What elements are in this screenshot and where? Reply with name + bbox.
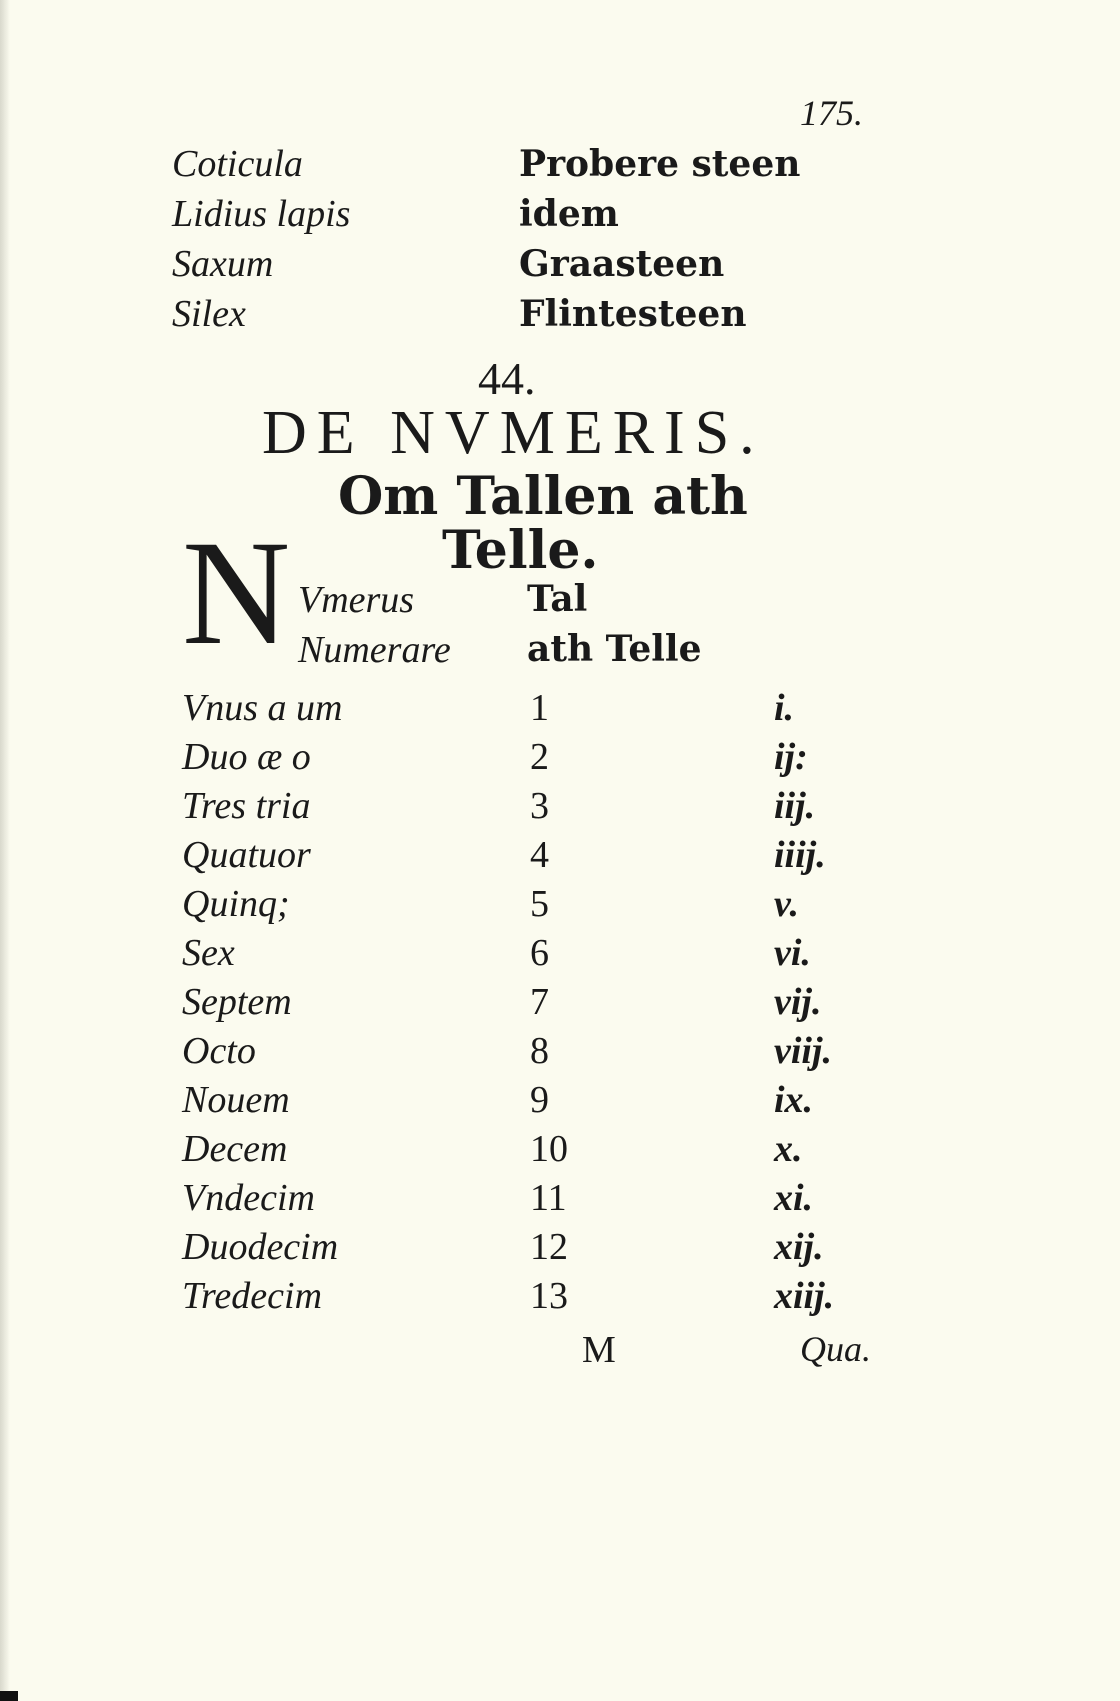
roman-numeral: v.	[774, 883, 799, 925]
roman-numeral: vi.	[774, 932, 811, 974]
roman-numeral: x.	[774, 1128, 803, 1170]
arabic-numeral: 4	[530, 834, 549, 876]
roman-numeral: xi.	[774, 1177, 814, 1219]
latin-number-word: Tredecim	[182, 1275, 323, 1317]
latin-number-word: Quinq;	[182, 883, 290, 925]
latin-term: Coticula	[172, 143, 303, 185]
number-row	[182, 1225, 902, 1273]
latin-number-word: Nouem	[182, 1079, 290, 1121]
arabic-numeral: 9	[530, 1079, 549, 1121]
latin-number-word: Duodecim	[182, 1226, 339, 1268]
arabic-numeral: 10	[530, 1128, 568, 1170]
arabic-numeral: 12	[530, 1226, 568, 1268]
latin-number-word: Duo æ o	[182, 736, 311, 778]
roman-numeral: iij.	[774, 785, 816, 827]
danish-term: Flintesteen	[519, 293, 747, 335]
latin-number-word: Decem	[182, 1128, 288, 1170]
section-number: 44.	[478, 353, 536, 404]
latin-term: Numerare	[298, 629, 451, 671]
roman-numeral: xij.	[774, 1226, 824, 1268]
arabic-numeral: 5	[530, 883, 549, 925]
latin-term: Silex	[172, 293, 246, 335]
number-row	[182, 980, 902, 1028]
arabic-numeral: 6	[530, 932, 549, 974]
number-row	[182, 686, 902, 734]
latin-number-word: Octo	[182, 1030, 256, 1072]
number-row	[182, 833, 902, 881]
danish-term: Graasteen	[519, 243, 725, 285]
signature-mark: M	[582, 1329, 616, 1371]
arabic-numeral: 13	[530, 1275, 568, 1317]
latin-number-word: Tres tria	[182, 785, 311, 827]
latin-number-word: Quatuor	[182, 834, 311, 876]
arabic-numeral: 1	[530, 687, 549, 729]
number-row	[182, 784, 902, 832]
latin-number-word: Vndecim	[182, 1177, 315, 1219]
roman-numeral: iiij.	[774, 834, 826, 876]
roman-numeral: xiij.	[774, 1275, 835, 1317]
number-row	[182, 931, 902, 979]
drop-cap: N	[182, 510, 291, 676]
scan-corner-mark	[0, 1691, 18, 1701]
roman-numeral: ij:	[774, 736, 808, 778]
arabic-numeral: 2	[530, 736, 549, 778]
catchword: Qua.	[800, 1329, 871, 1369]
arabic-numeral: 3	[530, 785, 549, 827]
number-row	[182, 1029, 902, 1077]
number-row	[182, 735, 902, 783]
arabic-numeral: 11	[530, 1177, 567, 1219]
number-row	[182, 1078, 902, 1126]
section-title: DE NVMERIS.	[262, 399, 765, 467]
page-number: 175.	[800, 93, 863, 133]
latin-term: Vmerus	[298, 579, 415, 621]
section-subtitle-line1: Om Tallen ath	[338, 466, 748, 527]
page-edge-shadow	[0, 0, 10, 1701]
danish-term: Probere steen	[519, 143, 801, 185]
number-row	[182, 1274, 902, 1322]
number-row	[182, 1127, 902, 1175]
roman-numeral: ix.	[774, 1079, 814, 1121]
danish-term: ath Telle	[527, 628, 702, 670]
latin-number-word: Septem	[182, 981, 292, 1023]
arabic-numeral: 7	[530, 981, 549, 1023]
latin-number-word: Sex	[182, 932, 235, 974]
number-row	[182, 1176, 902, 1224]
danish-term: Tal	[527, 578, 588, 620]
roman-numeral: vij.	[774, 981, 822, 1023]
section-subtitle-line2: Telle.	[442, 520, 599, 581]
arabic-numeral: 8	[530, 1030, 549, 1072]
roman-numeral: i.	[774, 687, 795, 729]
latin-number-word: Vnus a um	[182, 687, 343, 729]
number-row	[182, 882, 902, 930]
latin-term: Saxum	[172, 243, 274, 285]
roman-numeral: viij.	[774, 1030, 833, 1072]
danish-term: idem	[519, 193, 619, 235]
latin-term: Lidius lapis	[172, 193, 351, 235]
